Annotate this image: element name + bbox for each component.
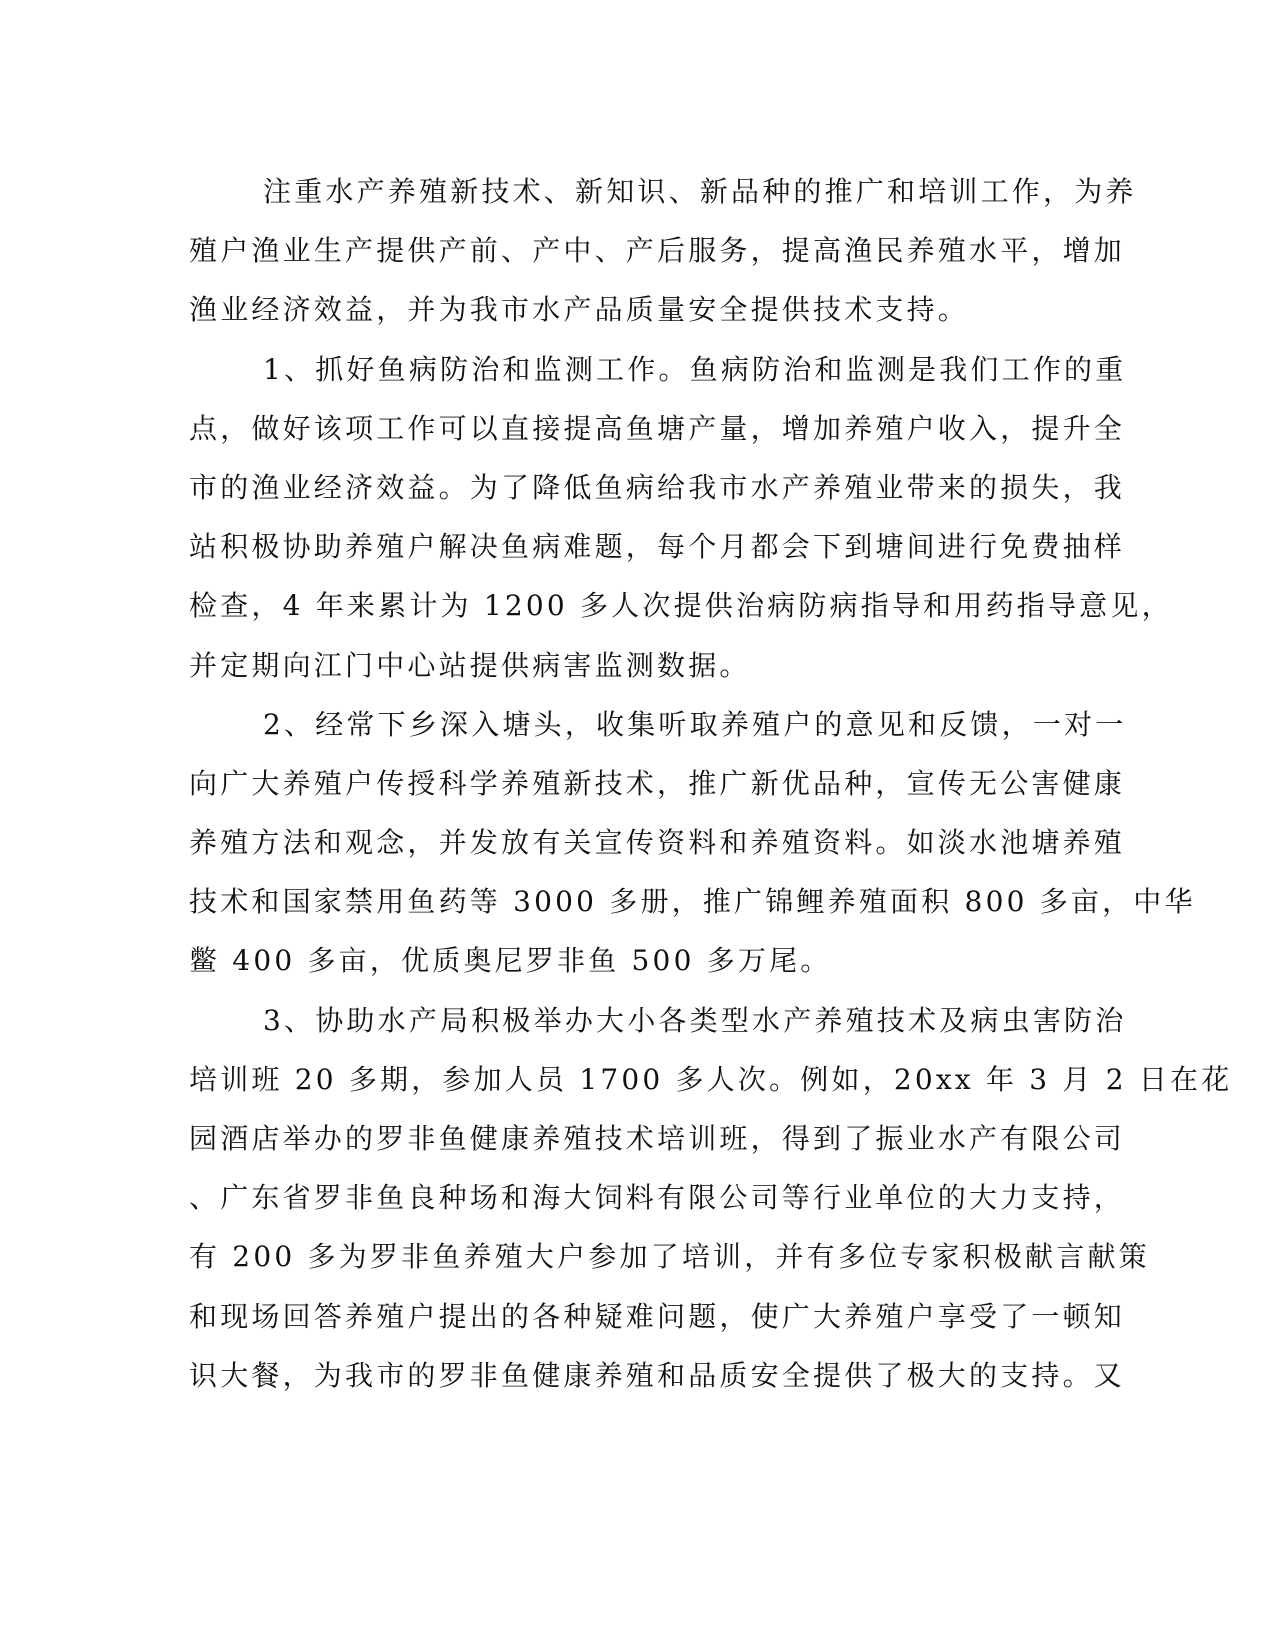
document-body (189, 162, 1233, 1405)
text-line: 站积极协助养殖户解决鱼病难题，每个月都会下到塘间进行免费抽样 (189, 530, 1126, 564)
text-line: 渔业经济效益，并为我市水产品质量安全提供技术支持。 (189, 293, 970, 327)
text-line: 鳖 400 多亩，优质奥尼罗非鱼 500 多万尾。 (189, 944, 832, 978)
text-line: 3、协助水产局积极举办大小各类型水产养殖技术及病虫害防治 (263, 1003, 1127, 1037)
text-line: 2、经常下乡深入塘头，收集听取养殖户的意见和反馈，一对一 (263, 707, 1127, 741)
text-line: 1、抓好鱼病防治和监测工作。鱼病防治和监测是我们工作的重 (263, 352, 1127, 386)
text-line: 和现场回答养殖户提出的各种疑难问题，使广大养殖户享受了一顿知 (189, 1299, 1126, 1333)
text-line: 培训班 20 多期，参加人员 1700 多人次。例如，20xx 年 3 月 2 日在花 (189, 1062, 1233, 1096)
text-line: 殖户渔业生产提供产前、产中、产后服务，提高渔民养殖水平，增加 (189, 234, 1126, 268)
text-line: 园酒店举办的罗非鱼健康养殖技术培训班，得到了振业水产有限公司 (189, 1122, 1126, 1155)
text-line: 识大餐，为我市的罗非鱼健康养殖和品质安全提供了极大的支持。又 (189, 1358, 1126, 1392)
text-line: 养殖方法和观念，并发放有关宣传资料和养殖资料。如淡水池塘养殖 (189, 826, 1126, 860)
text-line: 检查，4 年来累计为 1200 多人次提供治病防病指导和用药指导意见， (189, 589, 1173, 623)
text-line: 并定期向江门中心站提供病害监测数据。 (189, 648, 751, 682)
text-line: 技术和国家禁用鱼药等 3000 多册，推广锦鲤养殖面积 800 多亩，中华 (189, 885, 1196, 919)
text-line: 市的渔业经济效益。为了降低鱼病给我市水产养殖业带来的损失，我 (189, 470, 1126, 504)
text-line: 、广东省罗非鱼良种场和海大饲料有限公司等行业单位的大力支持， (189, 1181, 1126, 1215)
text-line: 点，做好该项工作可以直接提高鱼塘产量，增加养殖户收入，提升全 (189, 411, 1126, 445)
text-line: 注重水产养殖新技术、新知识、新品种的推广和培训工作，为养 (263, 175, 1137, 208)
text-line: 有 200 多为罗非鱼养殖大户参加了培训，并有多位专家积极献言献策 (189, 1240, 1150, 1274)
text-line: 向广大养殖户传授科学养殖新技术，推广新优品种，宣传无公害健康 (189, 766, 1126, 800)
